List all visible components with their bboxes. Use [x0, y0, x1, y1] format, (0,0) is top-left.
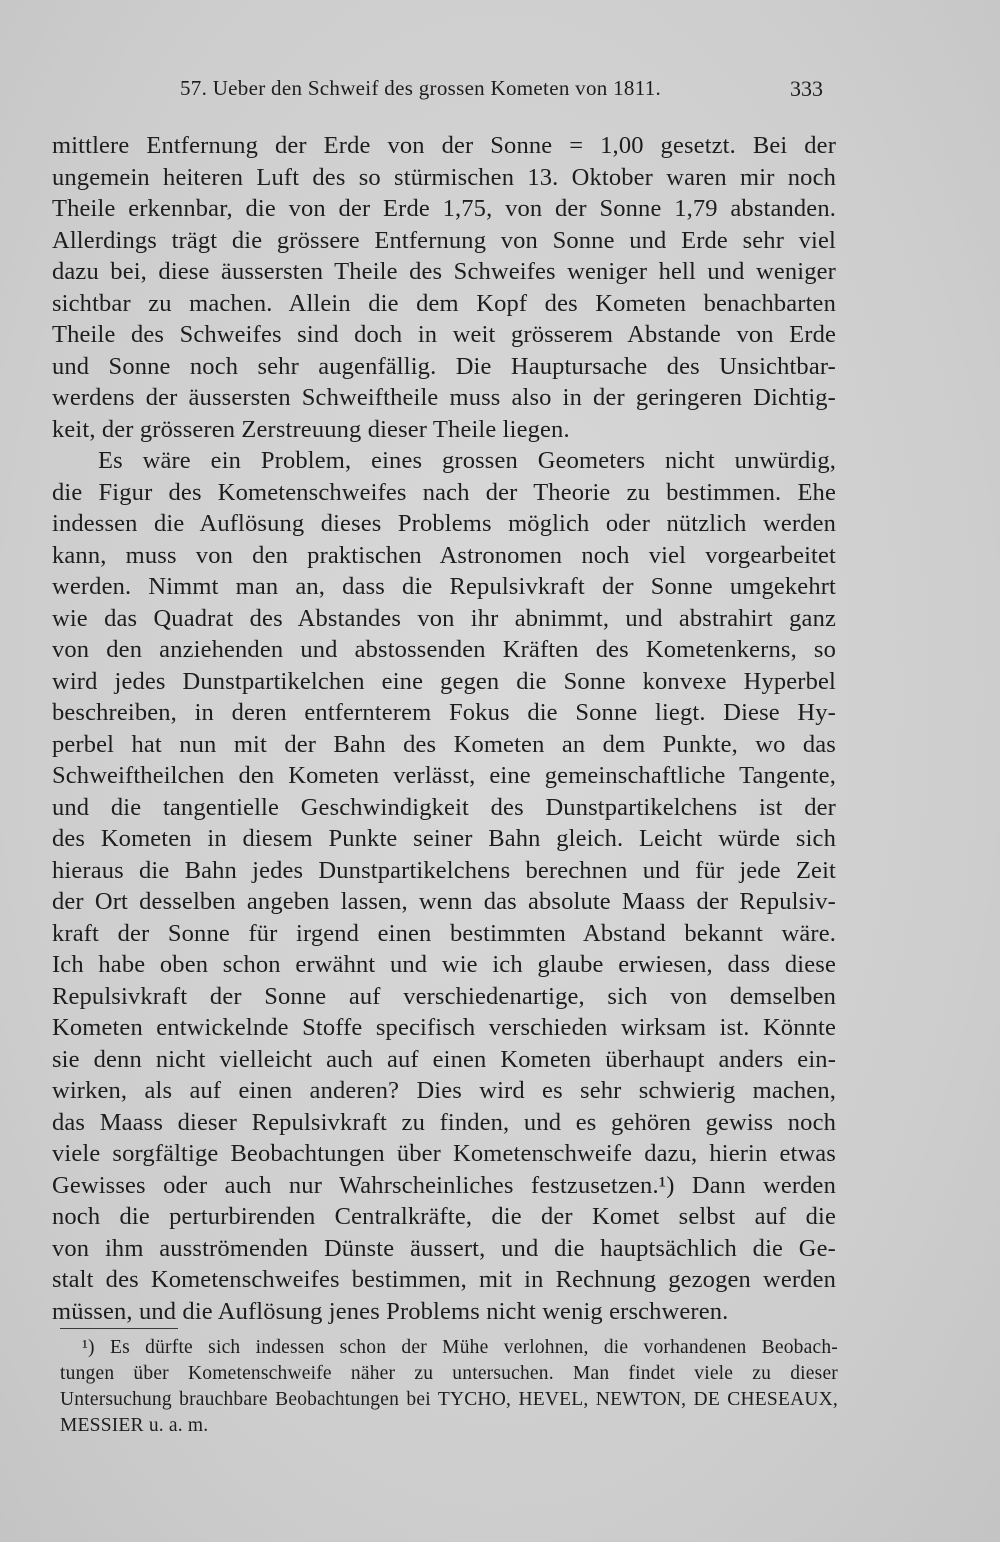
- text-line: Repulsivkraft der Sonne auf verschiedenartige, sich von demselben: [52, 982, 836, 1010]
- footnote-divider: [60, 1328, 178, 1329]
- text-line: mittlere Entfernung der Erde von der Sonne = 1,00 gesetzt. Bei der: [52, 132, 836, 159]
- text-line: beschreiben, in deren entfernterem Fokus die Sonne liegt. Diese Hy-: [52, 699, 836, 726]
- footnote-line: MESSIER u. a. m.: [60, 1415, 209, 1436]
- text-line: Ich habe oben schon erwähnt und wie ich glaube erwiesen, dass diese: [52, 951, 836, 978]
- text-line: werdens der äussersten Schweiftheile muss also in der geringeren Dichtig-: [52, 384, 836, 411]
- text-line: wird jedes Dunstpartikelchen eine gegen die Sonne konvexe Hyperbel: [52, 667, 836, 695]
- body-text: [52, 130, 836, 1327]
- text-line: von den anziehenden und abstossenden Kräften des Kometenkerns, so: [52, 636, 836, 663]
- running-header: [0, 76, 1000, 106]
- header-title: 57. Ueber den Schweif des grossen Kometen von 1811.: [180, 76, 662, 100]
- text-line: und die tangentielle Geschwindigkeit des Dunstpartikelchens ist der: [52, 793, 836, 821]
- text-line: Theile des Schweifes sind doch in weit grösserem Abstande von Erde: [52, 321, 836, 348]
- text-line: Gewisses oder auch nur Wahrscheinliches festzusetzen.¹) Dann werden: [52, 1171, 836, 1199]
- text-line: kann, muss von den praktischen Astronomen noch viel vorgearbeitet: [52, 541, 836, 569]
- text-line: das Maass dieser Repulsivkraft zu finden, und es gehören gewiss noch: [52, 1108, 836, 1136]
- text-line: des Kometen in diesem Punkte seiner Bahn gleich. Leicht würde sich: [52, 825, 836, 852]
- text-line: Theile erkennbar, die von der Erde 1,75, von der Sonne 1,79 abstanden.: [52, 195, 836, 222]
- text-line: sie denn nicht vielleicht auch auf einen Kometen überhaupt anders ein-: [52, 1045, 836, 1073]
- text-line: kraft der Sonne für irgend einen bestimmten Abstand bekannt wäre.: [52, 919, 836, 947]
- footnote: [60, 1335, 838, 1439]
- page-number: 333: [790, 76, 823, 101]
- text-line: und Sonne noch sehr augenfällig. Die Hauptursache des Unsichtbar-: [52, 352, 836, 380]
- text-line: keit, der grösseren Zerstreuung dieser Theile liegen.: [52, 415, 570, 443]
- text-line: wirken, als auf einen anderen? Dies wird es sehr schwierig machen,: [52, 1077, 836, 1104]
- text-line: Kometen entwickelnde Stoffe specifisch verschieden wirksam ist. Könnte: [52, 1014, 836, 1041]
- text-line: von ihm ausströmenden Dünste äussert, und die hauptsächlich die Ge-: [52, 1234, 836, 1262]
- text-line: wie das Quadrat des Abstandes von ihr abnimmt, und abstrahirt ganz: [52, 604, 836, 632]
- text-line: müssen, und die Auflösung jenes Problems nicht wenig erschweren.: [52, 1297, 729, 1325]
- footnote-line: tungen über Kometenschweife näher zu untersuchen. Man findet viele zu dieser: [60, 1363, 838, 1384]
- text-line: noch die perturbirenden Centralkräfte, die der Komet selbst auf die: [52, 1203, 836, 1230]
- text-line: viele sorgfältige Beobachtungen über Kometenschweife dazu, hierin etwas: [52, 1140, 836, 1167]
- text-line: sichtbar zu machen. Allein die dem Kopf des Kometen benachbarten: [52, 289, 836, 317]
- text-line: indessen die Auflösung dieses Problems möglich oder nützlich werden: [52, 510, 836, 537]
- text-line: hieraus die Bahn jedes Dunstpartikelchens berechnen und für jede Zeit: [52, 856, 836, 884]
- text-line: perbel hat nun mit der Bahn des Kometen an dem Punkte, wo das: [52, 730, 836, 758]
- text-line: Allerdings trägt die grössere Entfernung von Sonne und Erde sehr viel: [52, 226, 836, 254]
- text-line: stalt des Kometenschweifes bestimmen, mit in Rechnung gezogen werden: [52, 1266, 836, 1293]
- text-line: die Figur des Kometenschweifes nach der Theorie zu bestimmen. Ehe: [52, 478, 836, 506]
- text-line: dazu bei, diese äussersten Theile des Schweifes weniger hell und weniger: [52, 258, 836, 285]
- text-line: werden. Nimmt man an, dass die Repulsivkraft der Sonne umgekehrt: [52, 573, 836, 600]
- text-line: der Ort desselben angeben lassen, wenn das absolute Maass der Repulsiv-: [52, 888, 836, 915]
- footnote-line: Untersuchung brauchbare Beobachtungen bei TYCHO, HEVEL, NEWTON, DE CHESEAUX,: [60, 1389, 838, 1410]
- text-line: Schweiftheilchen den Kometen verlässt, eine gemeinschaftliche Tangente,: [52, 762, 836, 789]
- text-line: ungemein heiteren Luft des so stürmischen 13. Oktober waren mir noch: [52, 163, 836, 191]
- footnote-line: ¹) Es dürfte sich indessen schon der Mühe verlohnen, die vorhandenen Beobach-: [82, 1337, 838, 1358]
- paragraph-start-line: Es wäre ein Problem, eines grossen Geometers nicht unwürdig,: [98, 447, 836, 474]
